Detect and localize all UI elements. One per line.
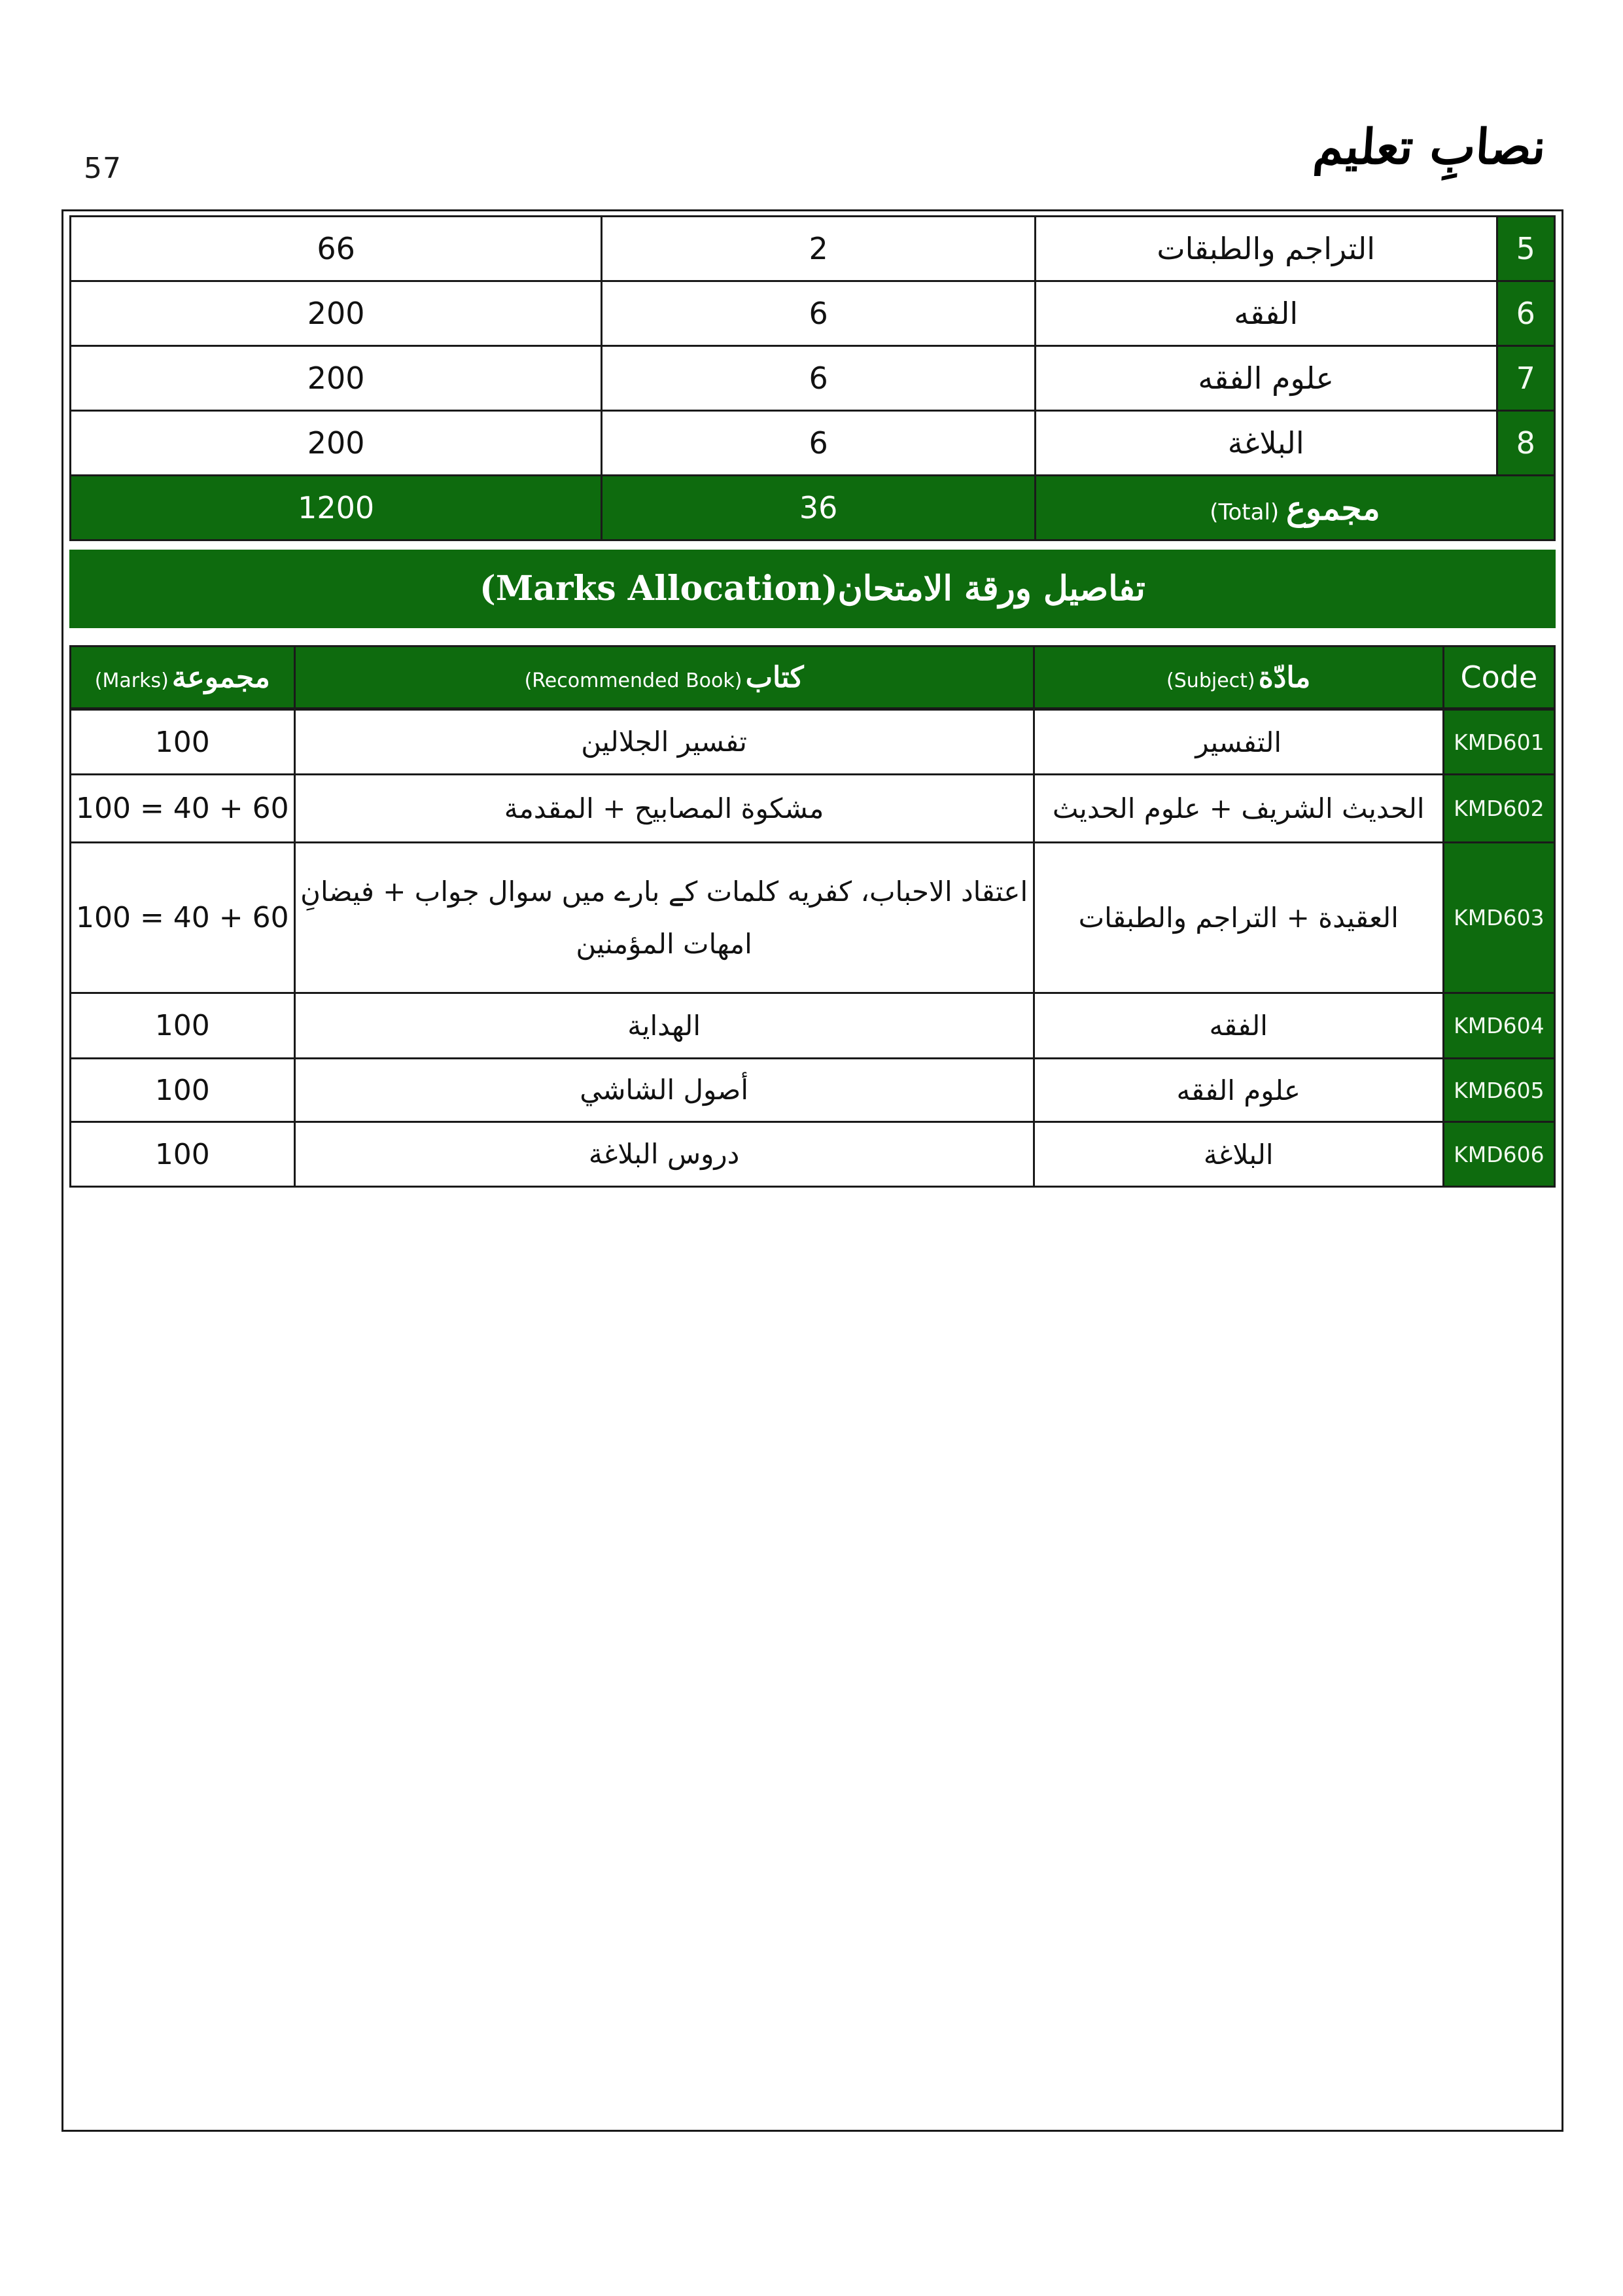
subject-cell: الفقه (1034, 993, 1443, 1059)
book-cell: تفسير الجلالين (294, 709, 1034, 775)
page-number: 57 (84, 152, 122, 185)
total-label-cell (1035, 476, 1554, 540)
table-row (71, 411, 1555, 476)
subject-column-header: مادّة (Subject) (1034, 646, 1443, 709)
marks-cell: 100 = 40 + 60 (71, 775, 295, 843)
hours-cell: 6 (602, 281, 1036, 346)
content-frame (61, 209, 1563, 2132)
marks-cell: 100 (71, 1122, 295, 1187)
subject-cell: التفسير (1034, 709, 1443, 775)
book-cell: مشكوة المصابيح + المقدمة (294, 775, 1034, 843)
code-cell: KMD603 (1443, 843, 1554, 993)
code-cell: KMD602 (1443, 775, 1554, 843)
total-row (71, 476, 1555, 540)
code-column-header: Code (1443, 646, 1554, 709)
table-row (71, 843, 1555, 993)
subject-cell: الحديث الشريف + علوم الحديث (1034, 775, 1443, 843)
page-title: نصابِ تعليم (1311, 119, 1548, 175)
hours-cell: 2 (602, 217, 1036, 281)
marks-cell: 100 (71, 993, 295, 1059)
table-row (71, 1122, 1555, 1187)
total-marks-cell: 1200 (71, 476, 602, 540)
subject-cell: علوم الفقه (1034, 1059, 1443, 1122)
table-row (71, 709, 1555, 775)
marks-cell: 100 = 40 + 60 (71, 843, 295, 993)
total-label-arabic: مجموع (1285, 488, 1380, 527)
book-cell: دروس البلاغة (294, 1122, 1034, 1187)
table-row (71, 346, 1555, 411)
marks-allocation-banner: تفاصيل ورقة الامتحان(Marks Allocation) (69, 550, 1556, 628)
marks-allocation-table (69, 645, 1556, 1188)
table-row (71, 993, 1555, 1059)
header-row (71, 646, 1555, 709)
code-cell: KMD601 (1443, 709, 1554, 775)
row-number-cell: 8 (1497, 411, 1554, 476)
subject-cell: التراجم والطبقات (1035, 217, 1497, 281)
total-label-english: (Total) (1210, 499, 1280, 525)
hours-cell: 6 (602, 346, 1036, 411)
book-cell: الهداية (294, 993, 1034, 1059)
marks-cell: 200 (71, 281, 602, 346)
marks-cell: 100 (71, 1059, 295, 1122)
table-row (71, 1059, 1555, 1122)
book-column-header: كتاب (Recommended Book) (294, 646, 1034, 709)
book-cell: أصول الشاشي (294, 1059, 1034, 1122)
code-cell: KMD605 (1443, 1059, 1554, 1122)
subject-cell: العقيدة + التراجم والطبقات (1034, 843, 1443, 993)
table-row (71, 217, 1555, 281)
row-number-cell: 7 (1497, 346, 1554, 411)
marks-cell: 100 (71, 709, 295, 775)
summary-table (69, 215, 1556, 541)
marks-cell: 66 (71, 217, 602, 281)
subject-cell: علوم الفقه (1035, 346, 1497, 411)
table-row (71, 281, 1555, 346)
code-cell: KMD606 (1443, 1122, 1554, 1187)
total-hours-cell: 36 (602, 476, 1036, 540)
subject-cell: الفقه (1035, 281, 1497, 346)
book-cell: اعتقاد الاحباب، كفريه كلمات كے بارے ميں سوال جواب + فيضانِ امهات المؤمنين (294, 843, 1034, 993)
row-number-cell: 6 (1497, 281, 1554, 346)
marks-cell: 200 (71, 346, 602, 411)
table-row (71, 775, 1555, 843)
subject-cell: البلاغة (1035, 411, 1497, 476)
hours-cell: 6 (602, 411, 1036, 476)
code-cell: KMD604 (1443, 993, 1554, 1059)
marks-cell: 200 (71, 411, 602, 476)
subject-cell: البلاغة (1034, 1122, 1443, 1187)
marks-column-header: مجموعة (Marks) (71, 646, 295, 709)
row-number-cell: 5 (1497, 217, 1554, 281)
